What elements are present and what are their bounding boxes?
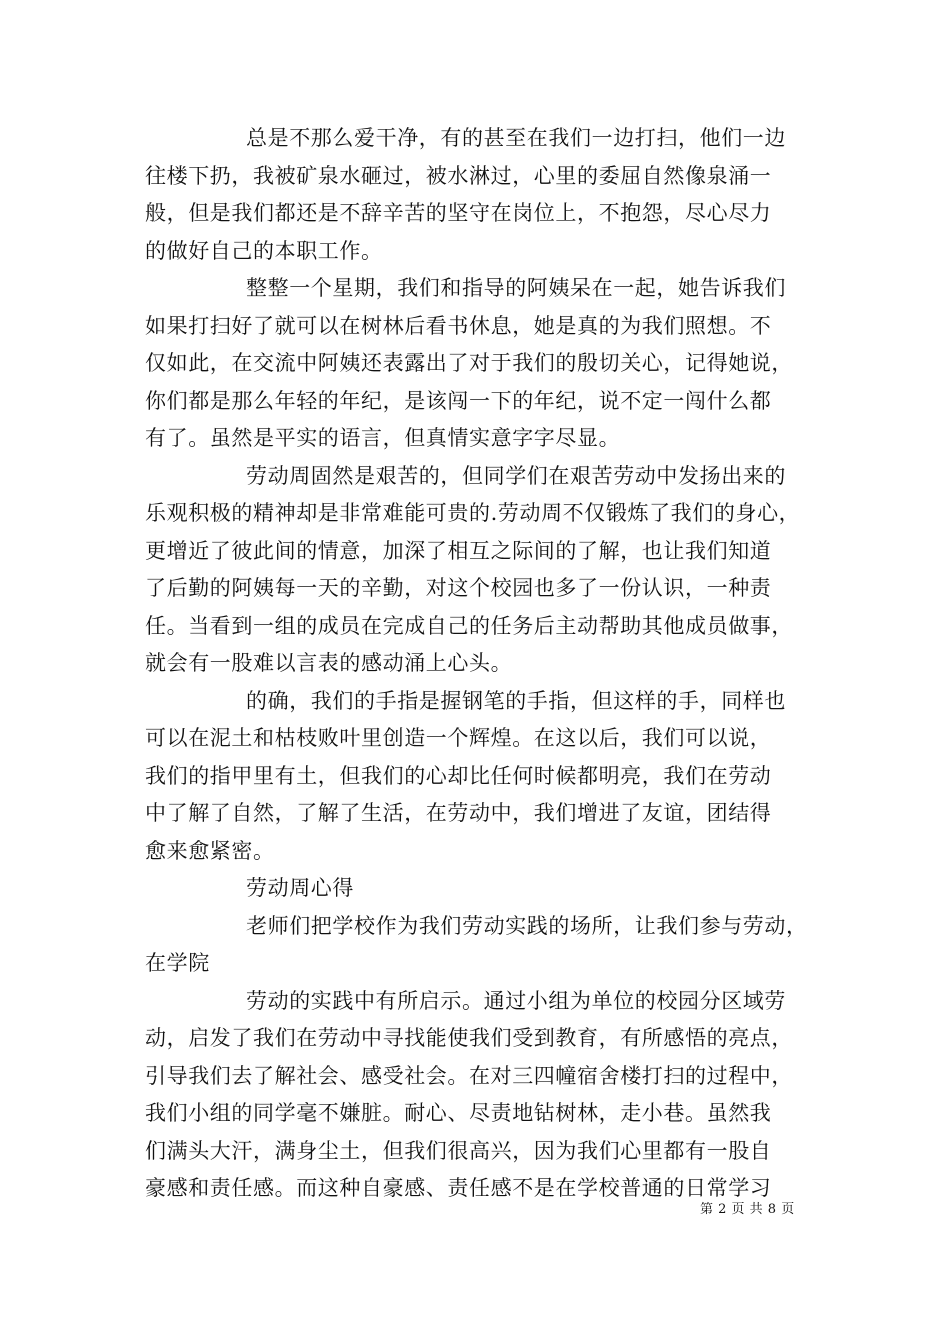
text-line: 总是不那么爱干净，有的甚至在我们一边打扫，他们一边 bbox=[246, 126, 786, 150]
document-body bbox=[145, 120, 825, 1208]
text-line: 愈来愈紧密。 bbox=[145, 838, 275, 863]
text-line: 般，但是我们都还是不辞辛苦的坚守在岗位上，不抱怨，尽心尽力 bbox=[145, 201, 772, 225]
text-line: 们满头大汗，满身尘土，但我们很高兴，因为我们心里都有一股自 bbox=[145, 1138, 772, 1163]
text-line: 的确，我们的手指是握钢笔的手指，但这样的手，同样也 bbox=[246, 688, 786, 713]
section-heading: 劳动周心得 bbox=[246, 876, 354, 900]
text-line: 豪感和责任感。而这种自豪感、责任感不是在学校普通的日常学习 bbox=[145, 1176, 772, 1200]
text-line: 老师们把学校作为我们劳动实践的场所，让我们参与劳动， bbox=[246, 913, 808, 938]
text-line: 如果打扫好了就可以在树林后看书休息，她是真的为我们照想。不 bbox=[145, 313, 772, 338]
text-line: 了后勤的阿姨每一天的辛勤，对这个校园也多了一份认识，一种责 bbox=[145, 576, 772, 600]
text-line: 任。当看到一组的成员在完成自己的任务后主动帮助其他成员做事， bbox=[145, 613, 793, 638]
text-line: 你们都是那么年轻的年纪，是该闯一下的年纪，说不定一闯什么都 bbox=[145, 388, 772, 413]
page-number-footer: 第 2 页 共 8 页 bbox=[700, 1202, 795, 1217]
text-line: 乐观积极的精神却是非常难能可贵的.劳动周不仅锻炼了我们的身心， bbox=[145, 501, 801, 525]
text-line: 就会有一股难以言表的感动涌上心头。 bbox=[145, 651, 513, 675]
text-line: 劳动的实践中有所启示。通过小组为单位的校园分区域劳 bbox=[246, 988, 786, 1013]
text-line: 有了。虽然是平实的语言，但真情实意字字尽显。 bbox=[145, 426, 621, 450]
text-line: 动，启发了我们在劳动中寻找能使我们受到教育，有所感悟的亮点， bbox=[145, 1026, 793, 1050]
text-line: 的做好自己的本职工作。 bbox=[145, 238, 383, 263]
text-line: 在学院 bbox=[145, 951, 210, 975]
text-line: 仅如此，在交流中阿姨还表露出了对于我们的殷切关心，记得她说， bbox=[145, 351, 793, 375]
text-line: 整整一个星期，我们和指导的阿姨呆在一起，她告诉我们 bbox=[246, 276, 786, 300]
text-line: 劳动周固然是艰苦的，但同学们在艰苦劳动中发扬出来的 bbox=[246, 463, 786, 488]
text-line: 中了解了自然，了解了生活，在劳动中，我们增进了友谊，团结得 bbox=[145, 801, 772, 825]
text-line: 可以在泥土和枯枝败叶里创造一个辉煌。在这以后，我们可以说， bbox=[145, 726, 772, 750]
text-line: 往楼下扔，我被矿泉水砸过，被水淋过，心里的委屈自然像泉涌一 bbox=[145, 163, 772, 188]
text-line: 引导我们去了解社会、感受社会。在对三四幢宿舍楼打扫的过程中， bbox=[145, 1063, 793, 1088]
text-line: 我们小组的同学毫不嫌脏。耐心、尽责地钻树林，走小巷。虽然我 bbox=[145, 1101, 772, 1125]
text-line: 更增近了彼此间的情意，加深了相互之际间的了解，也让我们知道 bbox=[145, 538, 772, 563]
text-line: 我们的指甲里有土，但我们的心却比任何时候都明亮，我们在劳动 bbox=[145, 763, 772, 788]
